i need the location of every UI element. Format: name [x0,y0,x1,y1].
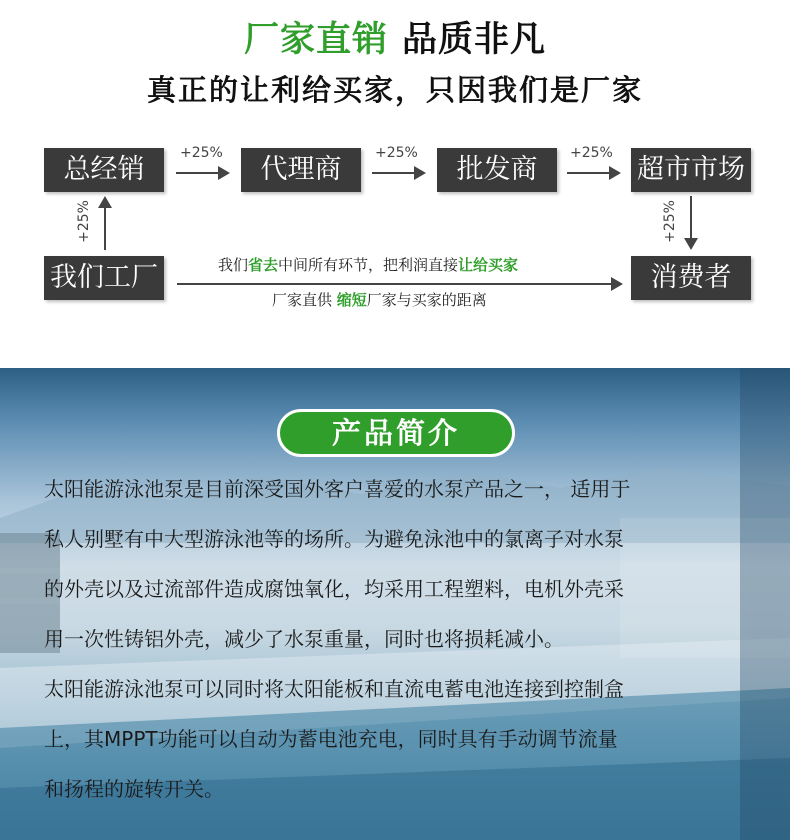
headline-green: 厂家直销 [243,20,388,60]
intro-line: 用一次性铸铝外壳，减少了水泵重量，同时也将损耗减小。 [44,627,564,651]
box-supermarket: 超市市场 [631,148,751,192]
right-arrow-icon [372,166,426,180]
right-arrow-icon [567,166,621,180]
section-title-badge: 产品简介 [277,409,515,457]
right-arrow-icon [176,166,230,180]
intro-line: 私人别墅有中大型游泳池等的场所。为避免泳池中的氯离子对水泵 [44,527,624,551]
down-arrow-icon [684,196,698,250]
box-agent: 代理商 [241,148,361,192]
middle-text-bottom: 厂家直供 缩短厂家与买家的距离 [272,291,487,309]
markup-label: +25% [375,145,418,161]
box-factory: 我们工厂 [44,256,164,300]
box-consumer: 消费者 [631,256,751,300]
box-general-distributor: 总经销 [44,148,164,192]
up-arrow-icon [98,196,112,250]
markup-label: +25% [76,200,92,243]
intro-line: 太阳能游泳池泵可以同时将太阳能板和直流电蓄电池连接到控制盒 [44,677,624,701]
intro-line: 的外壳以及过流部件造成腐蚀氧化，均采用工程塑料，电机外壳采 [44,577,624,601]
product-intro-section [0,368,790,840]
intro-line: 和扬程的旋转开关。 [44,777,224,801]
markup-label: +25% [180,145,223,161]
intro-line: 上，其MPPT功能可以自动为蓄电池充电，同时具有手动调节流量 [44,727,618,751]
headline-black: 品质非凡 [402,20,547,60]
direct-sales-section [0,0,790,368]
markup-label: +25% [570,145,613,161]
markup-label: +25% [662,200,678,243]
headline [0,12,790,62]
intro-line: 太阳能游泳池泵是目前深受国外客户喜爱的水泵产品之一， 适用于 [44,477,631,501]
box-wholesaler: 批发商 [437,148,557,192]
middle-text-top: 我们省去中间所有环节，把利润直接让给买家 [218,256,519,274]
subheadline: 真正的让利给买家，只因我们是厂家 [146,73,643,107]
